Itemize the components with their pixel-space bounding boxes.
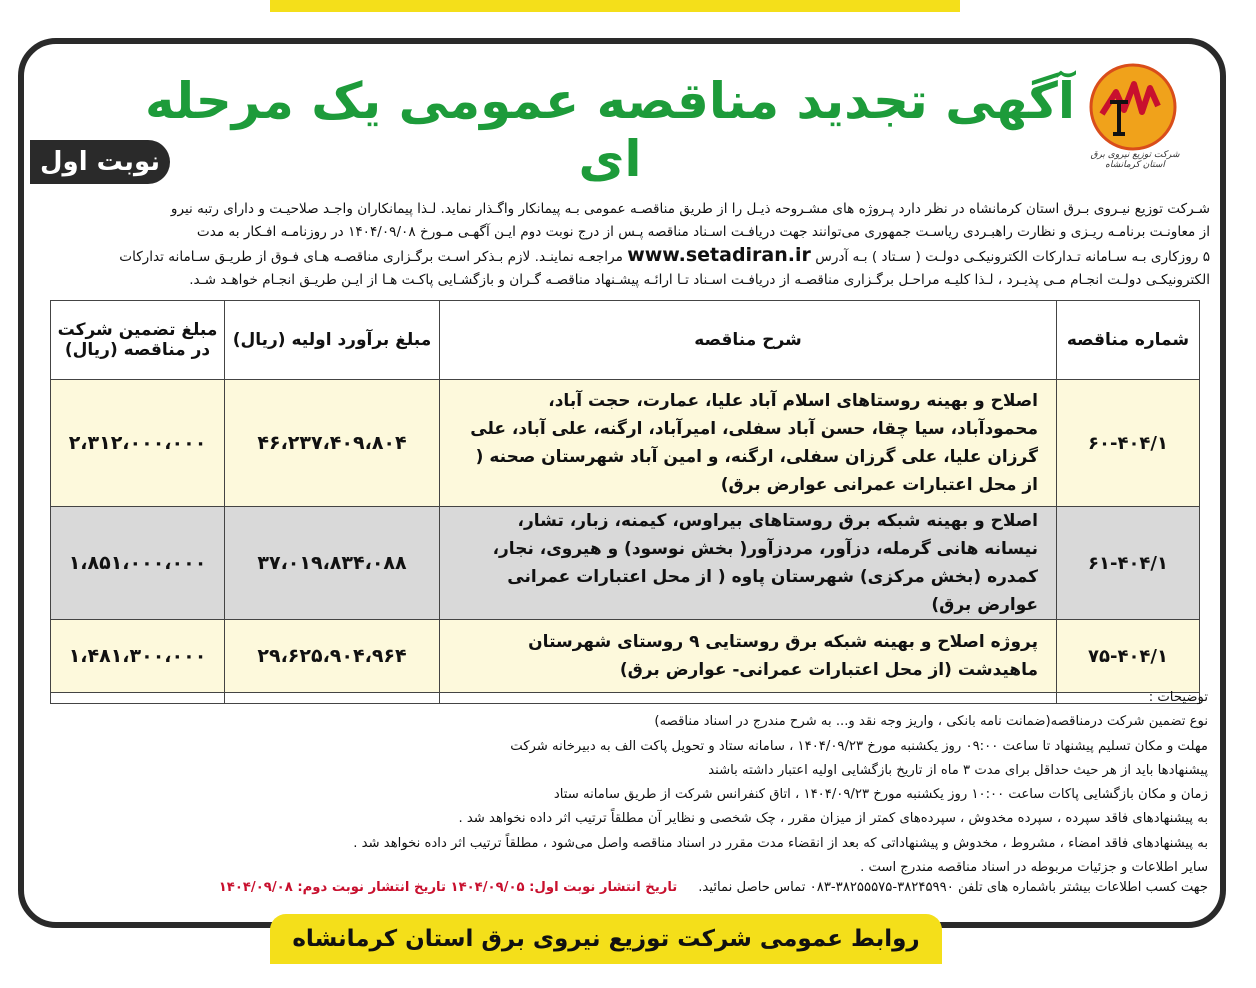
table-row <box>51 620 1200 693</box>
table-row <box>51 380 1200 507</box>
header-guarantee: مبلغ تضمین شرکت در مناقصه (ریال) <box>51 301 225 380</box>
header-description: شرح مناقصه <box>440 301 1057 380</box>
tender-guarantee: ۱،۸۵۱،۰۰۰،۰۰۰ <box>51 507 225 620</box>
tender-number: ۷۵-۴۰۴/۱ <box>1057 620 1200 693</box>
tender-description: اصلاح و بهینه شبکه برق روستاهای بیراوس، کیمنه، زبار، تشار، نیسانه هانی گرمله، دزآور، مردزآور( بخش نوسود) و هیروی، نجار، کمدره (بخش مرکزی) شهرستان پاوه ( از محل اعتبارات عمرانی عوارض برق) <box>440 507 1057 620</box>
notice-title: آگهی تجدید مناقصه عمومی یک مرحله ای <box>144 72 1076 188</box>
intro-text: مراجعـه نماینـد. لازم بـذکر اسـت برگـزاری مناقصـه هـای فـوق از طریـق سـامانه تدارکات <box>119 249 623 265</box>
intro-paragraph <box>40 198 1210 292</box>
tender-description: اصلاح و بهینه روستاهای اسلام آباد علیا، عمارت، حجت آباد، محمودآباد، سیا چقا، حسن آباد سفلی، امیرآباد، ارگنه، علی آباد، علی گرزان علیا، علی گرزان سفلی، ارگنه، و امین آباد شهرستان صحنه ( از محل اعتبارات عمرانی عوارض برق) <box>440 380 1057 507</box>
setadiran-link[interactable]: www.setadiran.ir <box>627 244 811 266</box>
note-item: زمان و مکان بازگشایی پاکات ساعت ۱۰:۰۰ روز یکشنبه مورخ ۱۴۰۴/۰۹/۲۳ ، اتاق کنفرانس شرکت از طریق سامانه ستاد <box>553 787 1208 803</box>
tender-estimate: ۲۹،۶۲۵،۹۰۴،۹۶۴ <box>225 620 440 693</box>
intro-line: از معاونـت برنامـه ریـزی و نظارت راهبـردی ریاسـت جمهوری می‌توانند جهت دریافـت اسـناد مناقصه پـس از درج نوبت دوم ایـن آگهـی مـورخ ۱۴۰۴/۰۹/۰۸ در روزنامـه افـکار به مدت <box>196 224 1210 240</box>
tender-estimate: ۳۷،۰۱۹،۸۳۴،۰۸۸ <box>225 507 440 620</box>
tender-guarantee: ۱،۴۸۱،۳۰۰،۰۰۰ <box>51 620 225 693</box>
intro-text: ۵ روزکاری بـه سـامانه تـدارکات الکترونیکـی دولـت ( سـتاد ) بـه آدرس <box>815 249 1210 265</box>
table-row <box>51 507 1200 620</box>
header-number: شماره مناقصه <box>1057 301 1200 380</box>
header-estimate: مبلغ برآورد اولیه (ریال) <box>225 301 440 380</box>
tender-table <box>50 300 1200 704</box>
tender-number: ۶۱-۴۰۴/۱ <box>1057 507 1200 620</box>
tender-description: پروژه اصلاح و بهینه شبکه برق روستایی ۹ روستای شهرستان ماهیدشت (از محل اعتبارات عمرانی- عوارض برق) <box>440 620 1057 693</box>
contact-phones: جهت کسب اطلاعات بیشتر باشماره های تلفن ۳۸۲۴۵۹۹۰-۳۸۲۵۵۵۷۵-۰۸۳ تماس حاصل نمائید. <box>698 880 1208 895</box>
note-item: مهلت و مکان تسلیم پیشنهاد تا ساعت ۰۹:۰۰ روز یکشنبه مورخ ۱۴۰۴/۰۹/۲۳ ، سامانه ستاد و تحویل پاکت الف به دبیرخانه شرکت <box>510 738 1208 754</box>
note-item: به پیشنهادهای فاقد سپرده ، سپرده مخدوش ، سپرده‌های کمتر از میزان مقرر ، چک شخصی و نظایر آن مطلقاً ترتیب اثر داده نخواهد شد . <box>458 811 1208 827</box>
contact-line <box>40 880 1208 895</box>
tender-guarantee: ۲،۳۱۲،۰۰۰،۰۰۰ <box>51 380 225 507</box>
publish-dates: تاریخ انتشار نوبت اول: ۱۴۰۴/۰۹/۰۵ تاریخ انتشار نوبت دوم: ۱۴۰۴/۰۹/۰۸ <box>218 880 678 895</box>
note-item: پیشنهادها باید از هر حیث حداقل برای مدت ۳ ماه از تاریخ بازگشایی اولیه اعتبار داشته باشند <box>708 762 1208 778</box>
top-accent-bar <box>270 0 960 12</box>
intro-line <box>40 244 1210 269</box>
intro-line: الکترونیکـی دولـت انجـام مـی پذیـرد ، لـذا کلیـه مراحـل برگـزاری مناقصـه از دریافـت اسـناد تـا ارائـه پیشـنهاد مناقصـه گـران و بازگشـایی پاکـت هـا از ایـن طریـق انجـام خواهـد شـد. <box>189 272 1210 288</box>
note-item: به پیشنهادهای فاقد امضاء ، مشروط ، مخدوش و پیشنهاداتی که بعد از انقضاء مدت مقرر در اسناد مناقصه واصل می‌شود ، مطلقاً ترتیب اثر داده نخواهد شد . <box>353 835 1208 851</box>
note-item: نوع تضمین شرکت درمناقصه(ضمانت نامه بانکی ، واریز وجه نقد و... به شرح مندرج در اسناد مناقصه) <box>654 714 1208 730</box>
table-header-row <box>51 301 1200 380</box>
company-logo-icon <box>1088 62 1178 152</box>
tender-estimate: ۴۶،۲۳۷،۴۰۹،۸۰۴ <box>225 380 440 507</box>
round-badge: نوبت اول <box>30 140 170 184</box>
logo-caption: شرکت توزیع نیروی برق استان کرمانشاه <box>1090 150 1180 170</box>
intro-line: شـرکت توزیع نیـروی بـرق استان کرمانشاه در نظر دارد پـروژه های مشـروحه ذیـل را از طریق مناقصـه عمومی بـه پیمانکار واگـذار نماید. لـذا پیمانکاران واجـد صلاحیـت و دارای رتبه نیرو <box>170 201 1210 217</box>
notes-heading: توضیحات : <box>1148 690 1208 705</box>
notes-section <box>40 686 1208 880</box>
footer-banner: روابط عمومی شرکت توزیع نیروی برق استان کرمانشاه <box>270 914 942 964</box>
note-item: سایر اطلاعات و جزئیات مربوطه در اسناد مناقصه مندرج است . <box>860 860 1208 876</box>
tender-number: ۶۰-۴۰۴/۱ <box>1057 380 1200 507</box>
